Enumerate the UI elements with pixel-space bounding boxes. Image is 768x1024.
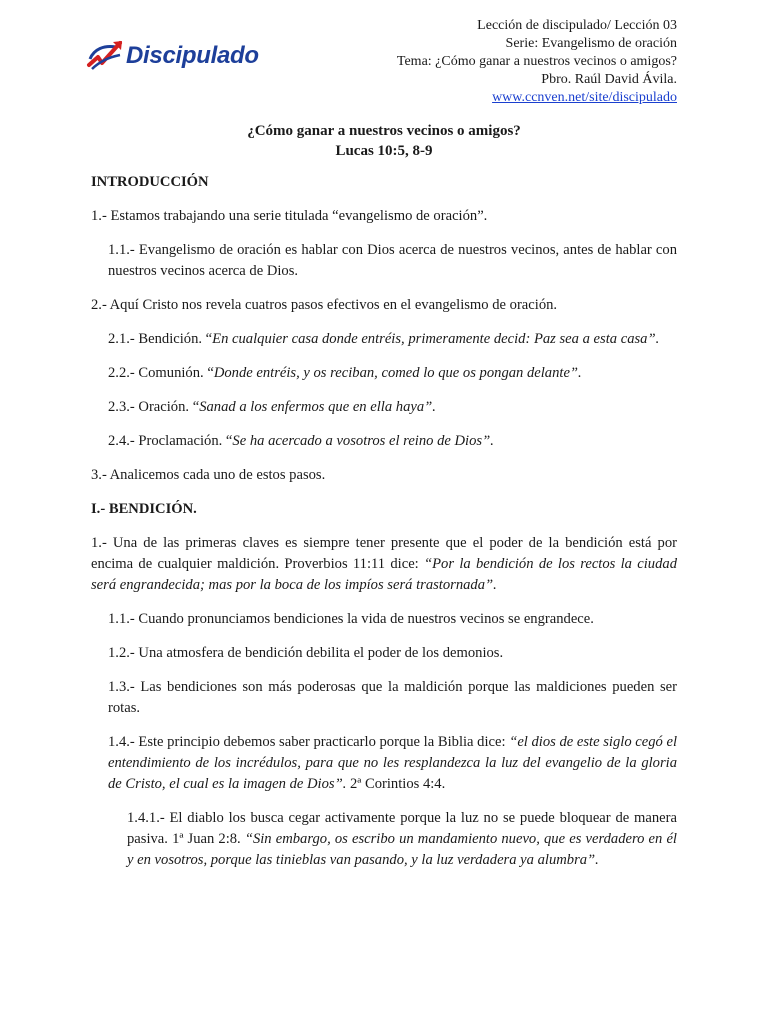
intro-heading: INTRODUCCIÓN bbox=[91, 174, 209, 190]
header-lesson: Lección de discipulado/ Lección 03 bbox=[477, 18, 677, 33]
section-1-paragraph-1-3: 1.3.- Las bendiciones son más poderosas que la maldición porque las maldiciones pueden ser rotas. bbox=[108, 679, 677, 716]
section-1-paragraph-1-4-1 bbox=[127, 808, 677, 871]
section-1-paragraph-1 bbox=[91, 533, 677, 596]
bible-quote: “el dios de este siglo cegó el entendimiento de los incrédulos, para que no les resplandezca la luz del evangelio de la gloria de Cristo, el cual es la imagen de Dios”. bbox=[108, 734, 677, 792]
paragraph-1-1: 1.1.- Evangelismo de oración es hablar con Dios acerca de nuestros vecinos, antes de hablar con nuestros vecinos acerca de Dios. bbox=[108, 242, 677, 279]
section-1-paragraph-1-4 bbox=[108, 732, 677, 795]
section-1-paragraph-1-2: 1.2.- Una atmosfera de bendición debilita el poder de los demonios. bbox=[108, 645, 504, 661]
paragraph-1: 1.- Estamos trabajando una serie titulada “evangelismo de oración”. bbox=[91, 208, 488, 224]
bible-reference: 2ª Corintios 4:4. bbox=[346, 776, 446, 792]
page-subtitle: Lucas 10:5, 8-9 bbox=[335, 143, 433, 159]
paragraph-3: 3.- Analicemos cada uno de estos pasos. bbox=[91, 467, 326, 483]
paragraph-2-3 bbox=[108, 397, 677, 418]
paragraph-2-2 bbox=[108, 363, 677, 384]
step-quote: Se ha acercado a vosotros el reino de Dios”. bbox=[232, 433, 494, 449]
step-quote: Donde entréis, y os reciban, comed lo que os pongan delante”. bbox=[213, 365, 582, 381]
paragraph-2: 2.- Aquí Cristo nos revela cuatros pasos efectivos en el evangelismo de oración. bbox=[91, 297, 558, 313]
paragraph-2-1 bbox=[108, 329, 677, 350]
step-label: 2.2.- Comunión. “ bbox=[108, 365, 214, 381]
header-topic: Tema: ¿Cómo ganar a nuestros vecinos o amigos? bbox=[396, 54, 677, 69]
paragraph-text: 1.4.1.- El diablo los busca cegar activamente porque la luz no se puede bloquear de manera pasiva. 1ª Juan 2:8. bbox=[127, 810, 677, 847]
header-author: Pbro. Raúl David Ávila. bbox=[541, 72, 677, 87]
title-block bbox=[0, 121, 768, 161]
lesson-body bbox=[91, 172, 677, 871]
page-title: ¿Cómo ganar a nuestros vecinos o amigos? bbox=[247, 123, 521, 139]
step-label: 2.3.- Oración. “ bbox=[108, 399, 200, 415]
paragraph-text: 1.- Una de las primeras claves es siempre tener presente que el poder de la bendición está por encima de cualquier maldición. Proverbios 11:11 dice: bbox=[91, 535, 677, 572]
step-quote: En cualquier casa donde entréis, primeramente decid: Paz sea a esta casa”. bbox=[212, 331, 660, 347]
section-1-paragraph-1-1: 1.1.- Cuando pronunciamos bendiciones la vida de nuestros vecinos se engrandece. bbox=[108, 611, 594, 627]
paragraph-2-4 bbox=[108, 431, 677, 452]
step-label: 2.4.- Proclamación. “ bbox=[108, 433, 233, 449]
bible-quote: “Por la bendición de los rectos la ciudad será engrandecida; mas por la boca de los impíos será trastornada”. bbox=[91, 556, 677, 593]
discipulado-logo-icon bbox=[86, 39, 124, 73]
paragraph-text: 1.4.- Este principio debemos saber practicarlo porque la Biblia dice: bbox=[108, 734, 510, 750]
header-series: Serie: Evangelismo de oración bbox=[505, 36, 677, 51]
document-header bbox=[397, 17, 677, 107]
bible-quote: “Sin embargo, os escribo un mandamiento nuevo, que es verdadero en él y en vosotros, porque las tinieblas van pasando, y la luz verdadera ya alumbra”. bbox=[127, 831, 677, 868]
step-label: 2.1.- Bendición. “ bbox=[108, 331, 213, 347]
logo bbox=[86, 36, 259, 76]
step-quote: Sanad a los enfermos que en ella haya”. bbox=[199, 399, 436, 415]
section-1-heading: I.- BENDICIÓN. bbox=[91, 501, 197, 517]
logo-text: Discipulado bbox=[126, 42, 259, 69]
header-website-link[interactable]: www.ccnven.net/site/discipulado bbox=[492, 90, 677, 105]
